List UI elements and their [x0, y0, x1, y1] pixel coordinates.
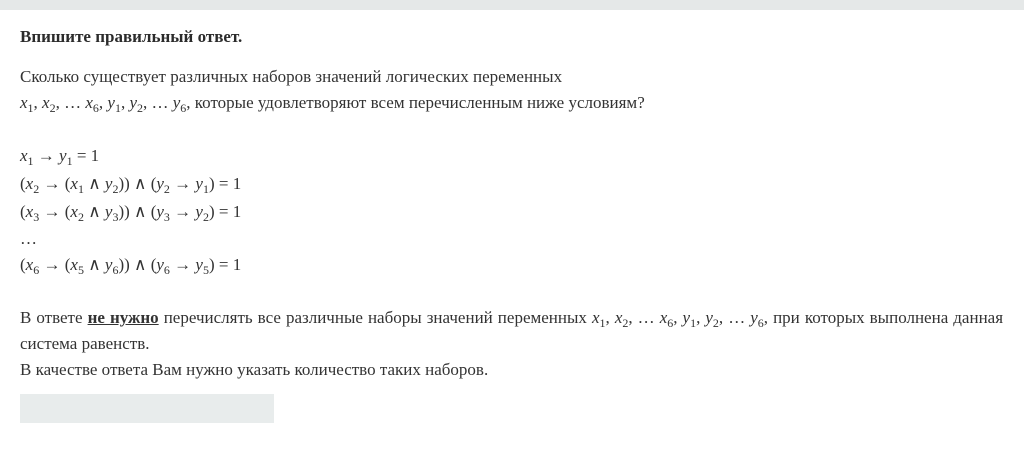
condition-3: ($x_3 \to (x_2$ ∧ $y_3$)) ∧ $(y_3 \to y_2) = 1$	[20, 202, 242, 224]
note-variables: $x_1$, $x_2$, … $x_6$, $y_1$, $y_2$, … $y_6$	[591, 308, 764, 330]
variables-formula: $x_1$, $x_2$, … $x_6$, $y_1$, $y_2$, … $y_6$	[20, 93, 187, 115]
answer-instruction: В качестве ответа Вам нужно указать количество таких наборов.	[20, 360, 489, 379]
answer-input[interactable]	[20, 394, 274, 423]
question-variables	[20, 93, 645, 113]
top-bar	[0, 0, 1024, 10]
note-middle: перечислять все различные наборы значений переменных	[163, 308, 587, 327]
condition-1: $x_1 \to y_1 = 1$	[20, 146, 100, 168]
condition-ellipsis: …	[20, 229, 37, 248]
note-emphasis: не нужно	[87, 308, 159, 327]
note-prefix: В ответе	[20, 308, 83, 327]
condition-2: ($x_2 \to (x_1$ ∧ $y_2$)) ∧ $(y_2 \to y_1) = 1$	[20, 174, 242, 196]
note-paragraph	[20, 305, 1003, 357]
question-intro: Сколько существует различных наборов значений логических переменных	[20, 67, 563, 86]
instruction-heading: Впишите правильный ответ.	[20, 27, 243, 46]
note-suffix: , при которых выполнена данная система равенств.	[20, 308, 1004, 353]
condition-6: ($x_6 \to (x_5$ ∧ $y_6$)) ∧ $(y_6 \to y_5) = 1$	[20, 255, 242, 277]
question-tail: , которые удовлетворяют всем перечисленным ниже условиям?	[186, 93, 645, 112]
